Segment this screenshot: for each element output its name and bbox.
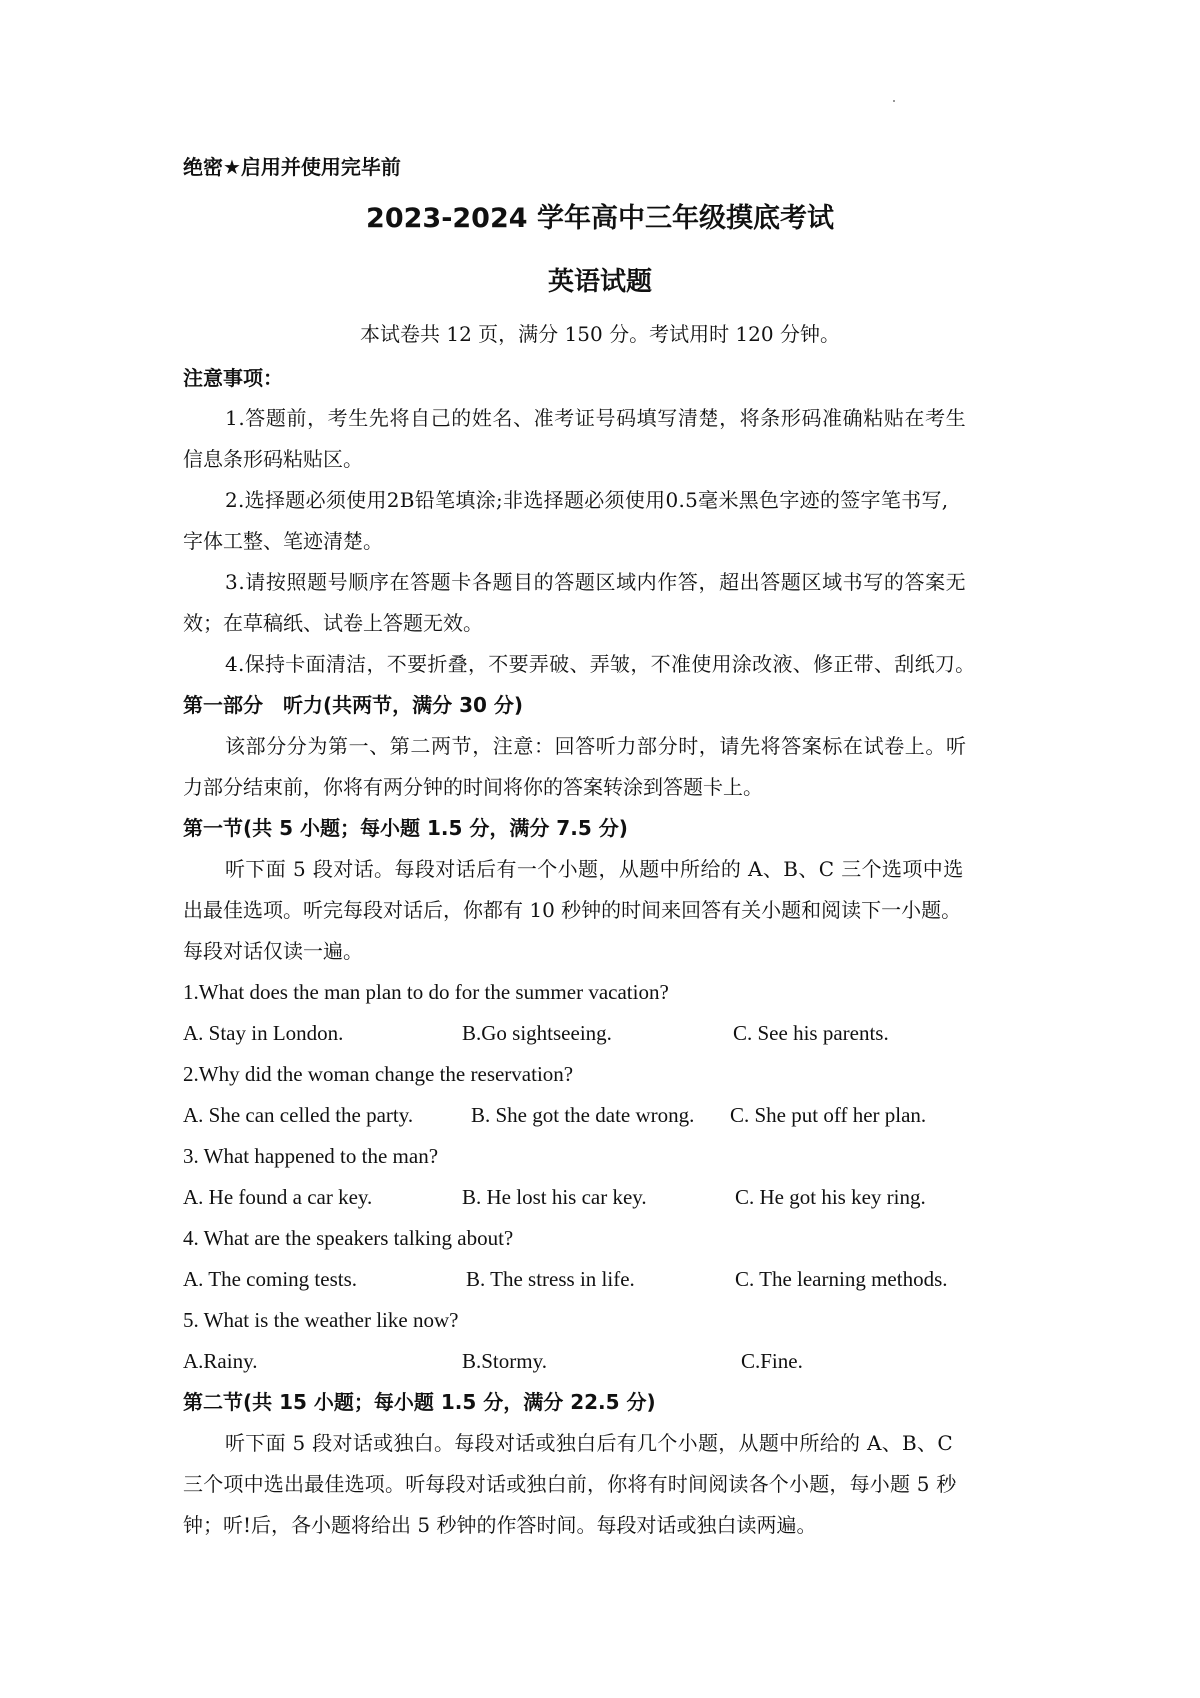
question-5-stem: 5. What is the weather like now? xyxy=(183,1308,459,1332)
section1-intro-line-3: 每段对话仅读一遍。 xyxy=(183,939,363,963)
question-4-stem: 4. What are the speakers talking about? xyxy=(183,1226,514,1250)
section1-intro-line-2: 出最佳选项。听完每段对话后，你都有 10 秒钟的时间来回答有关小题和阅读下一小题。 xyxy=(183,898,962,922)
question-2-stem: 2.Why did the woman change the reservation? xyxy=(183,1062,574,1086)
question-2-option-a: A. She can celled the party. xyxy=(183,1103,414,1127)
question-2-option-b: B. She got the date wrong. xyxy=(471,1103,695,1127)
exam-info: 本试卷共 12 页，满分 150 分。考试用时 120 分钟。 xyxy=(360,322,840,346)
notice-item-4: 4.保持卡面清洁，不要折叠，不要弄破、弄皱，不准使用涂改液、修正带、刮纸刀。 xyxy=(225,652,976,676)
part1-intro-line-2: 力部分结束前，你将有两分钟的时间将你的答案转涂到答题卡上。 xyxy=(183,775,763,799)
notice-item-3-line-1: 3.请按照题号顺序在答题卡各题目的答题区域内作答，超出答题区域书写的答案无 xyxy=(225,570,967,594)
question-3-option-b: B. He lost his car key. xyxy=(462,1185,647,1209)
part1-intro-line-1: 该部分分为第一、第二两节，注意：回答听力部分时，请先将答案标在试卷上。听 xyxy=(225,734,967,758)
question-3-option-a: A. He found a car key. xyxy=(183,1185,373,1209)
exam-title: 2023-2024 学年高中三年级摸底考试 xyxy=(366,203,834,234)
question-1-stem: 1.What does the man plan to do for the summer vacation? xyxy=(183,980,669,1004)
question-3-stem: 3. What happened to the man? xyxy=(183,1144,439,1168)
section2-intro-line-3: 钟；听!后，各小题将给出 5 秒钟的作答时间。每段对话或独白读两遍。 xyxy=(183,1513,817,1537)
notice-item-1-line-2: 信息条形码粘贴区。 xyxy=(183,447,363,471)
notice-item-1-line-1: 1.答题前，考生先将自己的姓名、准考证号码填写清楚，将条形码准确粘贴在考生 xyxy=(225,406,967,430)
question-2-option-c: C. She put off her plan. xyxy=(730,1103,927,1127)
question-1-option-c: C. See his parents. xyxy=(733,1021,889,1045)
section1-heading: 第一节(共 5 小题；每小题 1.5 分，满分 7.5 分) xyxy=(183,816,628,840)
section2-intro-line-1: 听下面 5 段对话或独白。每段对话或独白后有几个小题，从题中所给的 A、B、C xyxy=(225,1431,953,1455)
question-5-option-c: C.Fine. xyxy=(741,1349,803,1373)
section1-intro-line-1: 听下面 5 段对话。每段对话后有一个小题，从题中所给的 A、B、C 三个选项中选 xyxy=(225,857,964,881)
scan-dot xyxy=(893,100,895,102)
subject-title: 英语试题 xyxy=(547,267,652,297)
question-3-option-c: C. He got his key ring. xyxy=(735,1185,926,1209)
question-5-option-a: A.Rainy. xyxy=(183,1349,258,1373)
question-4-option-a: A. The coming tests. xyxy=(183,1267,358,1291)
question-1-option-a: A. Stay in London. xyxy=(183,1021,344,1045)
notice-item-2-line-1: 2.选择题必须使用2B铅笔填涂;非选择题必须使用0.5毫米黑色字迹的签字笔书写, xyxy=(225,488,949,512)
question-5-option-b: B.Stormy. xyxy=(462,1349,547,1373)
question-4-option-b: B. The stress in life. xyxy=(466,1267,635,1291)
notice-item-3-line-2: 效；在草稿纸、试卷上答题无效。 xyxy=(183,611,483,635)
question-1-option-b: B.Go sightseeing. xyxy=(462,1021,612,1045)
secret-mark: 绝密★启用并使用完毕前 xyxy=(183,155,401,179)
notice-item-2-line-2: 字体工整、笔迹清楚。 xyxy=(183,529,383,553)
section2-heading: 第二节(共 15 小题；每小题 1.5 分，满分 22.5 分) xyxy=(183,1390,656,1414)
question-4-option-c: C. The learning methods. xyxy=(735,1267,948,1291)
section2-intro-line-2: 三个项中选出最佳选项。听每段对话或独白前，你将有时间阅读各个小题，每小题 5 秒 xyxy=(183,1472,957,1496)
notice-heading: 注意事项： xyxy=(183,366,283,390)
part1-heading: 第一部分 听力(共两节，满分 30 分) xyxy=(183,693,524,717)
